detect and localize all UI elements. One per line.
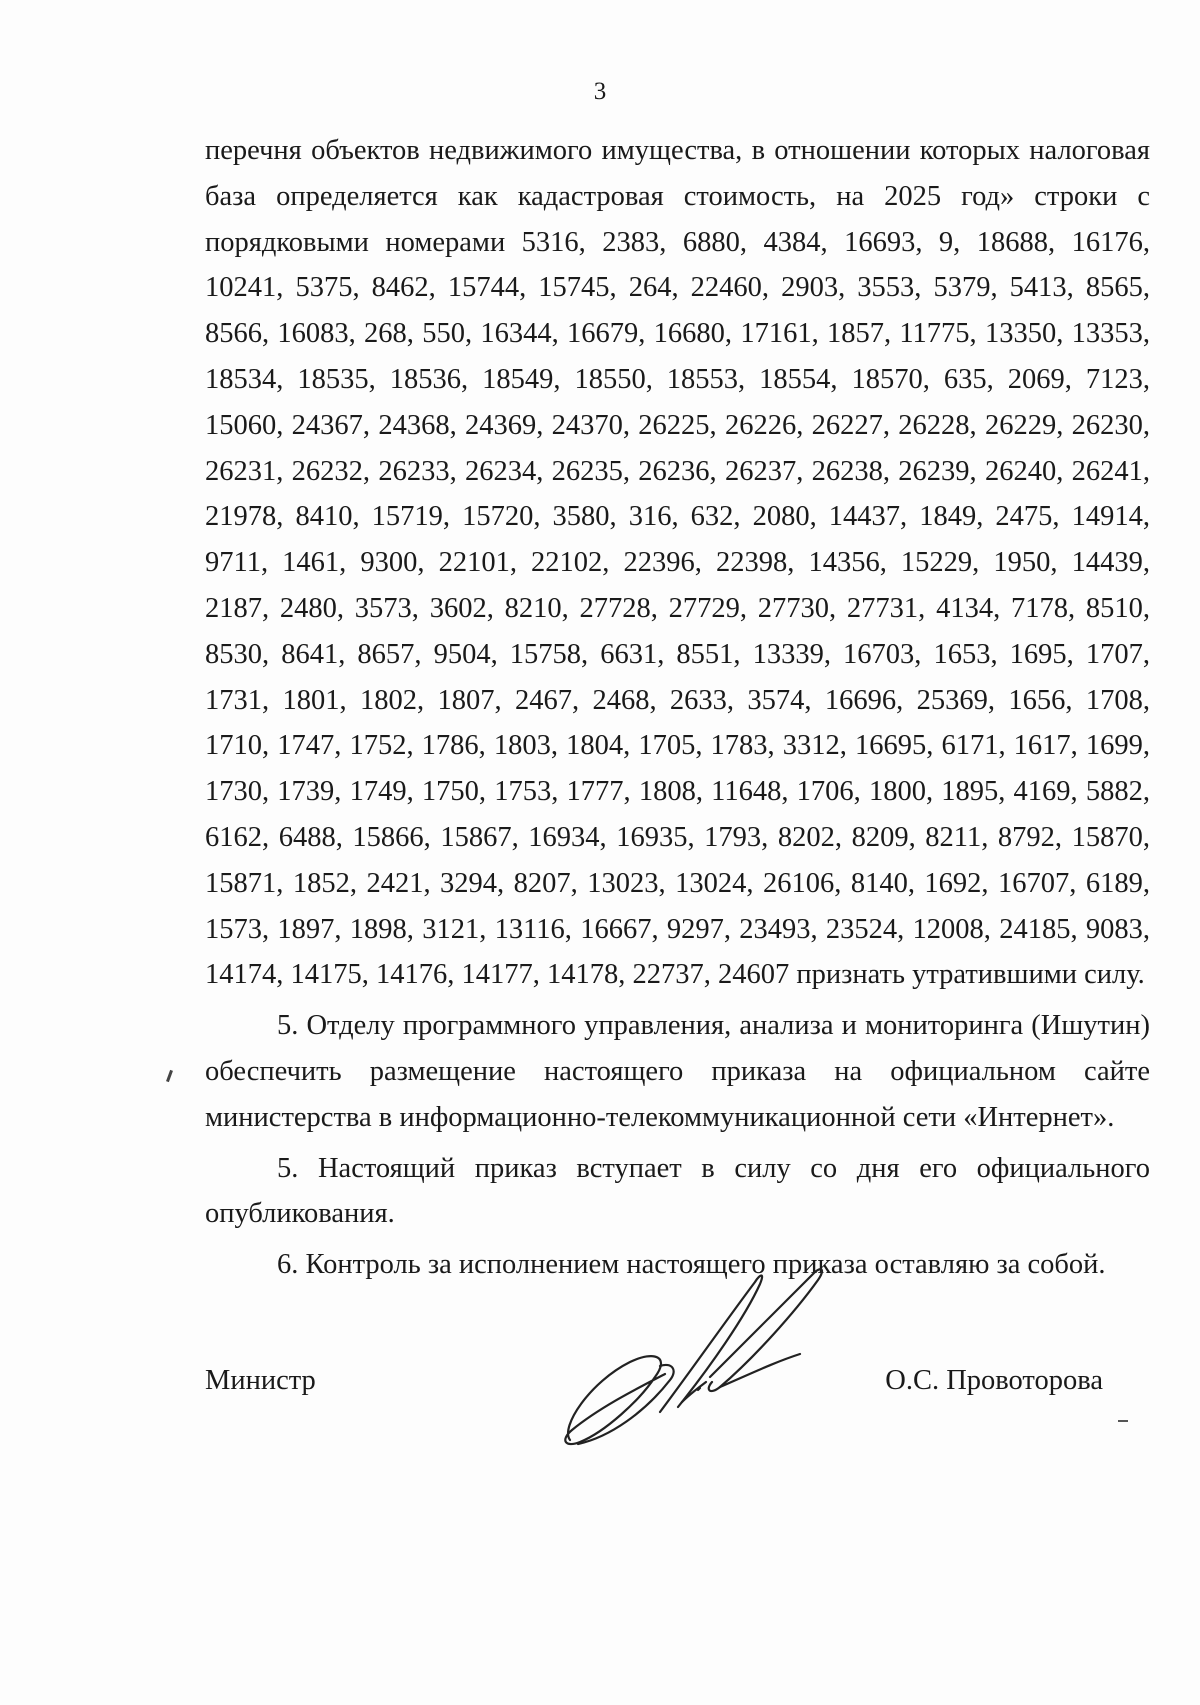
paragraph-item-control: 6. Контроль за исполнением настоящего приказа оставляю за собой. bbox=[277, 1249, 1106, 1281]
scan-speck bbox=[1118, 1420, 1128, 1422]
handwritten-signature bbox=[560, 1262, 850, 1452]
paragraph-item-effective-date: 5. Настоящий приказ вступает в силу со дня его официального опубликования. bbox=[205, 1152, 1150, 1230]
signer-name: О.С. Провоторова bbox=[885, 1365, 1103, 1396]
scan-speck bbox=[166, 1070, 173, 1082]
page-number: 3 bbox=[593, 78, 607, 105]
paragraph-item-publication: 5. Отделу программного управления, анализа и мониторинга (Ишутин) обеспечить размещение настоящего приказа на официальном сайте министерства в информационно-телекоммуникационной сети «Интернет». bbox=[205, 1010, 1150, 1133]
document-body bbox=[205, 128, 1150, 1288]
signer-title: Министр bbox=[205, 1365, 316, 1396]
paragraph-continuation: перечня объектов недвижимого имущества, в отношении которых налоговая база определяется как кадастровая стоимость, на 2025 год» строки с порядковыми номерами 5316, 2383, 6880, 4384, 16693, 9, 18688, 16176, 10241, 5375, 8462, 15744, 15745, 264, 22460, 2903, 3553, 5379, 5413, 8565, 8566, 16083, 268, 550, 16344, 16679, 16680, 17161, 1857, 11775, 13350, 13353, 18534, 18535, 18536, 18549, 18550, 18553, 18554, 18570, 635, 2069, 7123, 15060, 24367, 24368, 24369, 24370, 26225, 26226, 26227, 26228, 26229, 26230, 26231, 26232, 26233, 26234, 26235, 26236, 26237, 26238, 26239, 26240, 26241, 21978, 8410, 15719, 15720, 3580, 316, 632, 2080, 14437, 1849, 2475, 14914, 9711, 1461, 9300, 22101, 22102, 22396, 22398, 14356, 15229, 1950, 14439, 2187, 2480, 3573, 3602, 8210, 27728, 27729, 27730, 27731, 4134, 7178, 8510, 8530, 8641, 8657, 9504, 15758, 6631, 8551, 13339, 16703, 1653, 1695, 1707, 1731, 1801, 1802, 1807, 2467, 2468, 2633, 3574, 16696, 25369, 1656, 1708, 1710, 1747, 1752, 1786, 1803, 1804, 1705, 1783, 3312, 16695, 6171, 1617, 1699, 1730, 1739, 1749, 1750, 1753, 1777, 1808, 11648, 1706, 1800, 1895, 4169, 5882, 6162, 6488, 15866, 15867, 16934, 16935, 1793, 8202, 8209, 8211, 8792, 15870, 15871, 1852, 2421, 3294, 8207, 13023, 13024, 26106, 8140, 1692, 16707, 6189, 1573, 1897, 1898, 3121, 13116, 16667, 9297, 23493, 23524, 12008, 24185, 9083, 14174, 14175, 14176, 14177, 14178, 22737, 24607 признать утратившими силу. bbox=[205, 135, 1150, 991]
